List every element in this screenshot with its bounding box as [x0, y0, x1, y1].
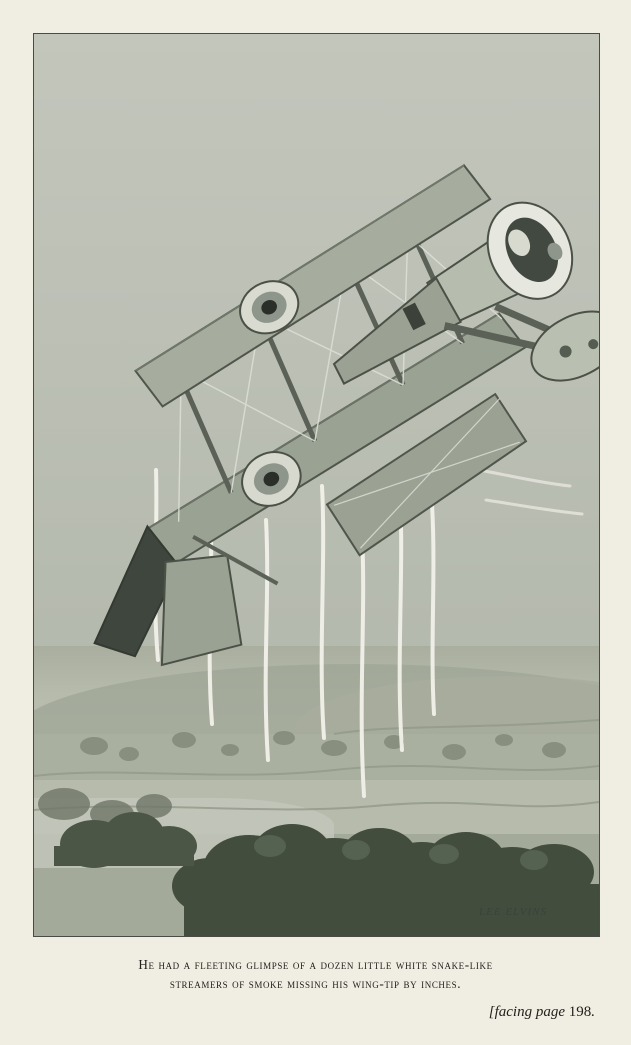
artist-signature: LEE ELVINS — [479, 906, 547, 918]
caption-line-2: streamers of smoke missing his wing-tip by inches. — [169, 976, 462, 991]
facing-page-folio — [489, 1004, 595, 1021]
biplane — [34, 34, 599, 936]
folio-number: 198 — [568, 1004, 592, 1020]
illustration-canvas — [34, 34, 599, 936]
folio-prefix: [facing page — [488, 1004, 569, 1020]
illustration-plate — [33, 33, 600, 937]
folio-suffix: . — [591, 1004, 595, 1020]
plate-caption — [0, 955, 631, 993]
caption-line-1: He had a fleeting glimpse of a dozen little white snake-like — [138, 957, 493, 972]
